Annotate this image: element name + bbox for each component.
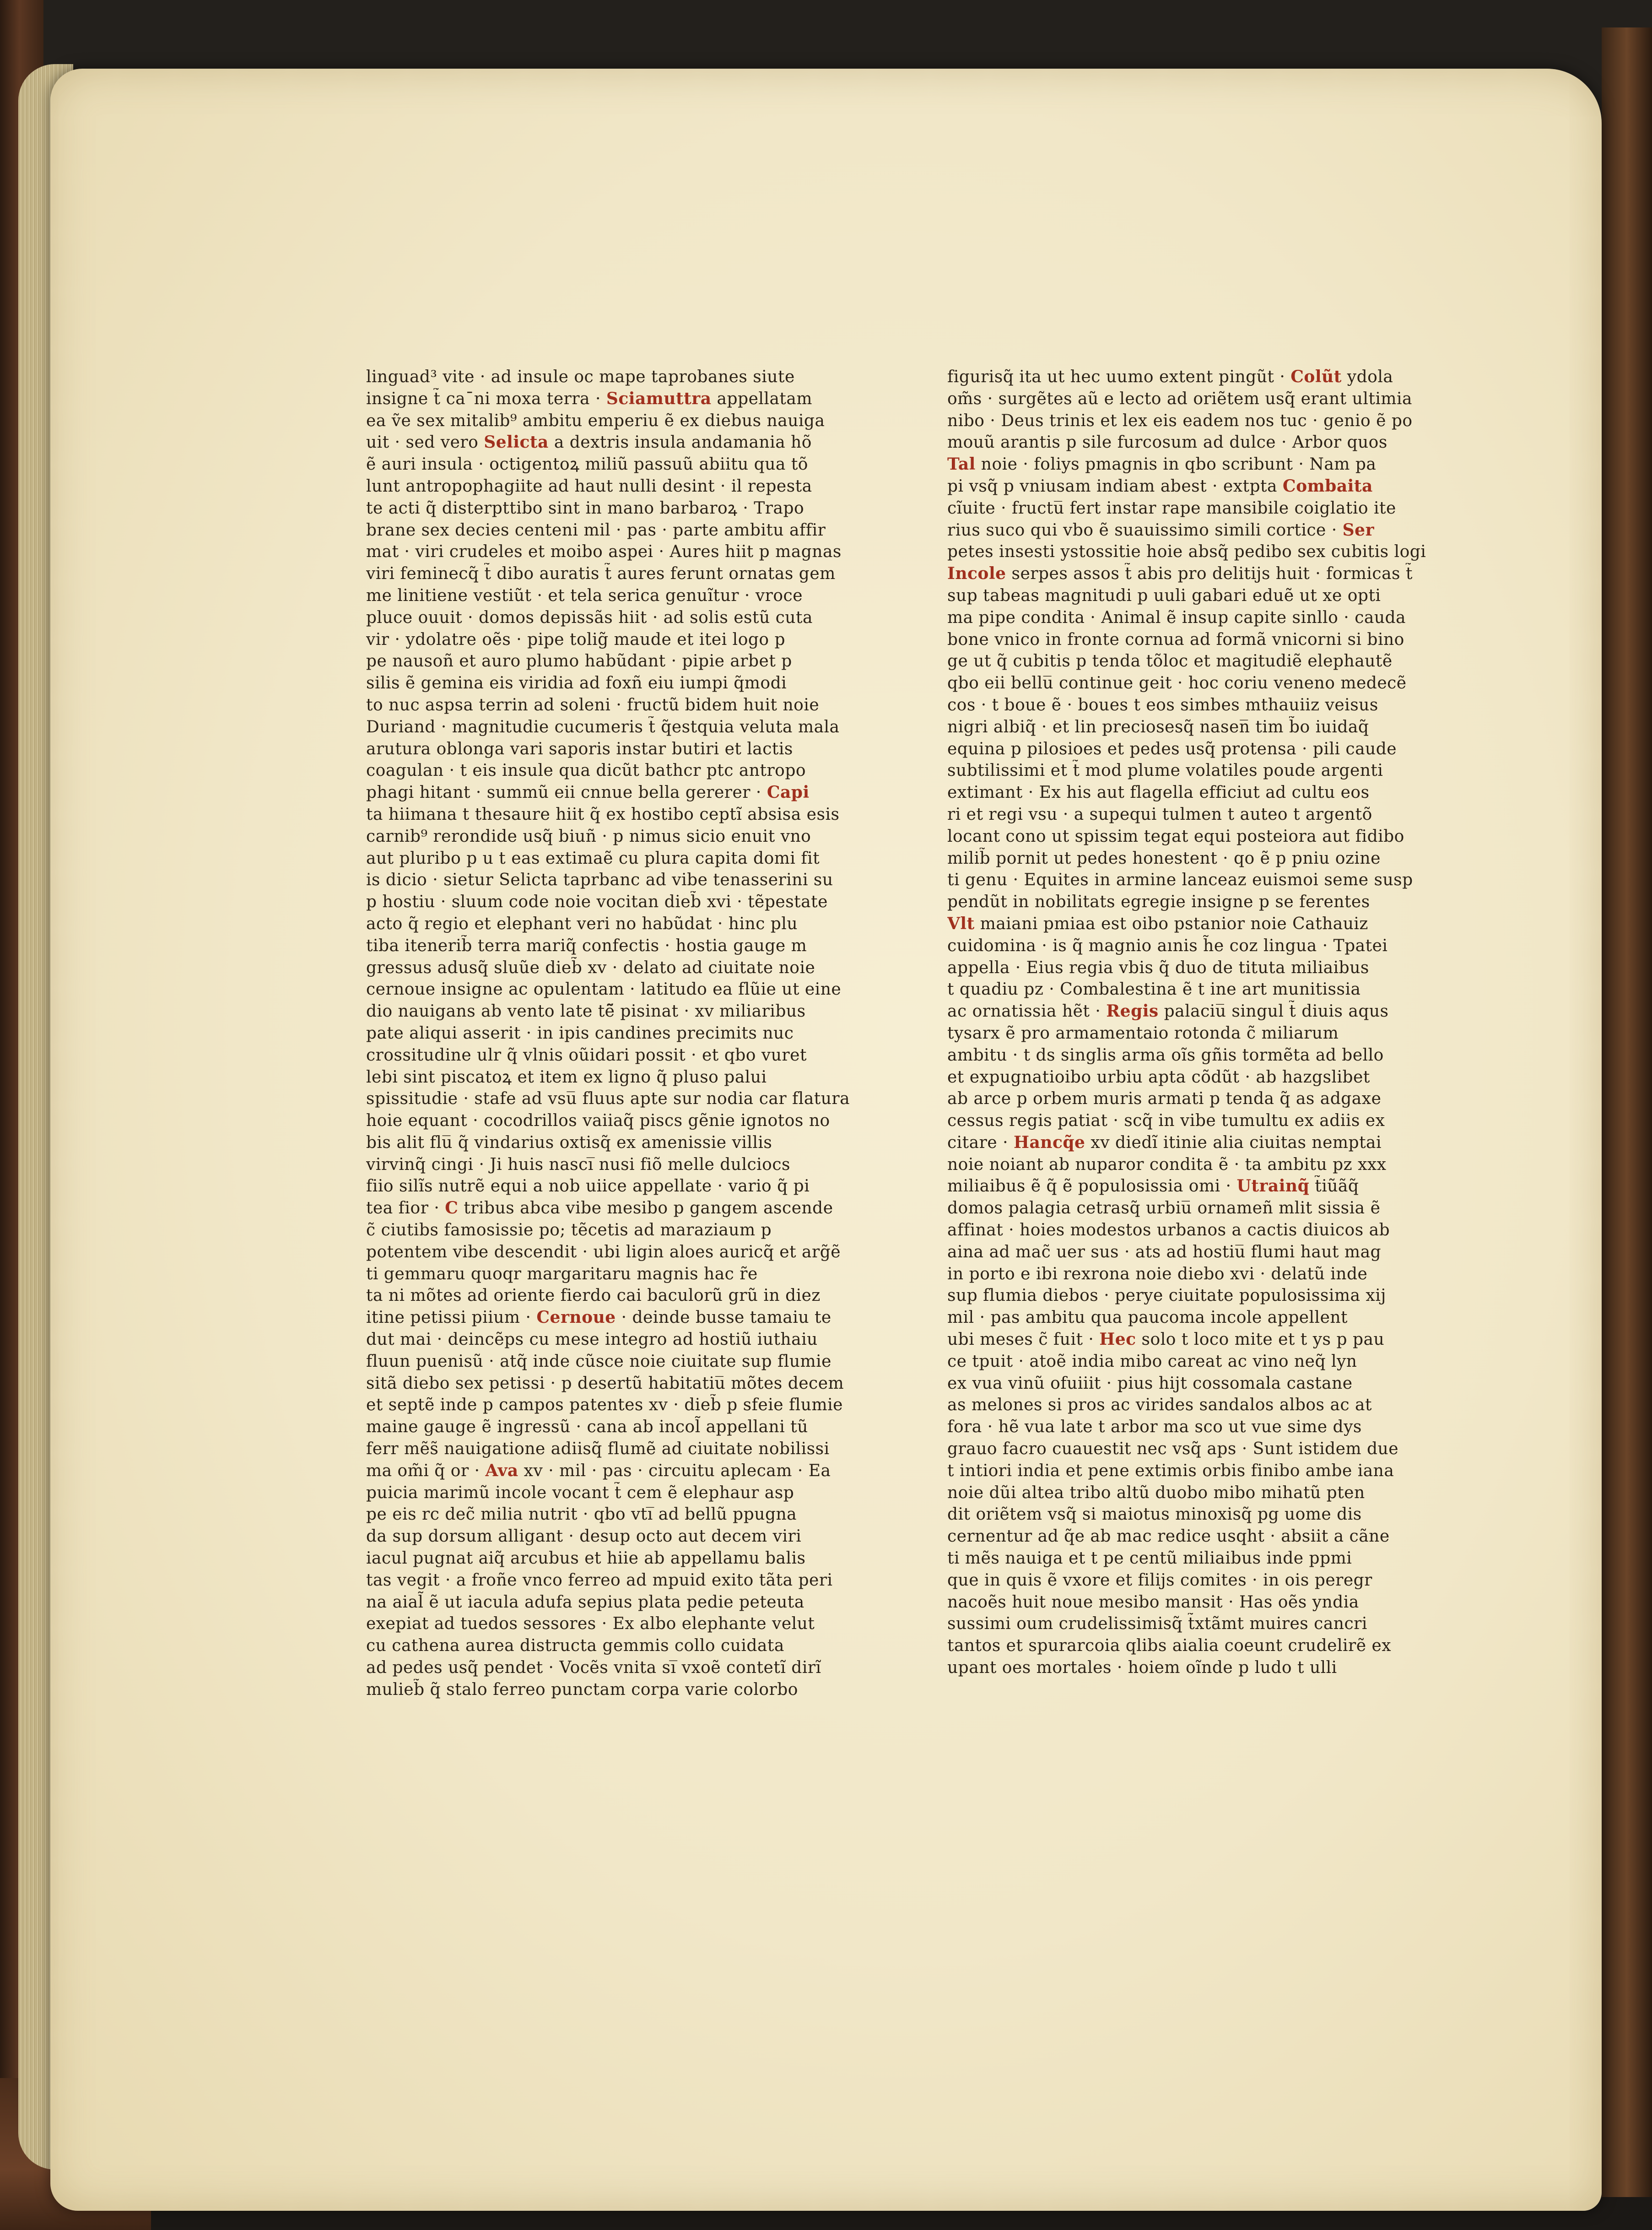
- manuscript-line: da sup dorsum alligant · desup octo aut decem viri: [366, 1527, 802, 1546]
- manuscript-line: tea fior · C tribus abca vibe mesibo p gangem ascende: [366, 1198, 833, 1218]
- manuscript-line: cernentur ad q̃e ab mac redice usqht · absiit a cãne: [947, 1527, 1390, 1546]
- manuscript-line: mulieb̃ q̃ stalo ferreo punctam corpa varie colorbo: [366, 1680, 798, 1699]
- manuscript-line: itine petissi piium · Cernoue · deinde busse tamaiu te: [366, 1308, 831, 1327]
- manuscript-line: maine gauge ẽ ingressũ · cana ab incol̃ appellani tũ: [366, 1418, 808, 1437]
- manuscript-line: cessus regis patiat · scq̃ in vibe tumultu ex adiis ex: [947, 1111, 1385, 1131]
- manuscript-line: bis alit flu̅ q̃ vindarius oxtisq̃ ex amenissie villis: [366, 1133, 772, 1152]
- manuscript-line: tysarx ẽ pro armamentaio rotonda c̃ miliarum: [947, 1023, 1339, 1043]
- manuscript-line: aut pluribo p u t eas extimaẽ cu plura capita domi fit: [366, 849, 820, 868]
- manuscript-line: om̃s · surgẽtes aũ e lecto ad oriẽtem usq̃ erant ultimia: [947, 389, 1412, 408]
- manuscript-line: extimant · Ex his aut flagella efficiut ad cultu eos: [947, 783, 1370, 802]
- manuscript-line: pate aliqui asserit · in ipis candines precimits nuc: [366, 1023, 794, 1043]
- manuscript-line: cĩuite · fructu̅ fert instar rape mansibile coiglatio ite: [947, 498, 1396, 518]
- manuscript-line: Vlt maiani pmiaa est oibo pstanior noie Cathauiz: [947, 914, 1368, 933]
- manuscript-line: lebi sint piscatoꝝ et item ex ligno q̃ pluso palui: [366, 1067, 767, 1087]
- manuscript-line: domos palagia cetrasq̃ urbiu̅ ornameñ mlit sissia ẽ: [947, 1199, 1381, 1218]
- manuscript-line: ma pipe condita · Animal ẽ insup capite sinllo · cauda: [947, 608, 1406, 627]
- manuscript-line: ambitu · t ds singlis arma oĩs gñis tormẽta ad bello: [947, 1045, 1384, 1065]
- manuscript-line: ti gemmaru quoqr margaritaru magnis hac r̃e: [366, 1264, 758, 1283]
- manuscript-line: pi vsq̃ p vniusam indiam abest · extpta Combaita: [947, 476, 1373, 496]
- manuscript-line: acto q̃ regio et elephant veri no habũdat · hinc plu: [366, 914, 798, 933]
- manuscript-line: mouũ arantis p sile furcosum ad dulce · Arbor quos: [947, 433, 1387, 452]
- manuscript-line: aina ad mac̃ uer sus · ats ad hostiu̅ flumi haut mag: [947, 1242, 1382, 1261]
- manuscript-line: dut mai · deincẽps cu mese integro ad hostiũ iuthaiu: [366, 1330, 818, 1349]
- manuscript-line: qbo eii bellu̅ continue geit · hoc coriu veneno medecẽ: [947, 674, 1407, 693]
- manuscript-line: te acti q̃ disterpttibo sint in mano barbaroꝝ · Trapo: [366, 498, 804, 518]
- manuscript-line: mat · viri crudeles et moibo aspei · Aures hiit p magnas: [366, 542, 842, 562]
- manuscript-line: brane sex decies centeni mil · pas · parte ambitu affir: [366, 520, 826, 540]
- manuscript-line: subtilissimi et t̃ mod plume volatiles poude argenti: [947, 761, 1383, 780]
- text-column-left: [366, 366, 879, 1701]
- manuscript-line: sup flumia diebos · perye ciuitate populosissima xij: [947, 1286, 1386, 1305]
- manuscript-line: ferr mẽs̃ nauigatione adiisq̃ flumẽ ad ciuitate nobilissi: [366, 1440, 830, 1459]
- manuscript-line: figurisq̃ ita ut hec uumo extent pingũt · Colũt ydola: [947, 367, 1393, 386]
- manuscript-line: tiba itenerib̃ terra mariq̃ confectis · hostia gauge m: [366, 936, 807, 955]
- manuscript-line: citare · Hancq̃e xv diedĩ itinie alia ciuitas nemptai: [947, 1132, 1382, 1152]
- manuscript-line: milib̃ pornit ut pedes honestent · qo ẽ p pniu ozine: [947, 849, 1381, 868]
- manuscript-line: crossitudine ulr q̃ vlnis oũidari possit · et qbo vuret: [366, 1045, 807, 1065]
- manuscript-line: ubi meses c̃ fuit · Hec solo t loco mite et t ys p pau: [947, 1330, 1385, 1349]
- manuscript-line: noie dũi altea tribo altũ duobo mibo mihatũ pten: [947, 1483, 1365, 1502]
- manuscript-line: nibo · Deus trinis et lex eis eadem nos tuc · genio ẽ po: [947, 411, 1413, 430]
- manuscript-line: et septẽ inde p campos patentes xv · dieb̃ p sfeie flumie: [366, 1396, 843, 1415]
- manuscript-line: cernoue insigne ac opulentam · latitudo ea flũie ut eine: [366, 980, 842, 999]
- manuscript-line: phagi hitant · summũ eii cnnue bella gererer · Capi: [366, 783, 810, 802]
- manuscript-line: na aial̃ ẽ ut iacula adufa sepius plata pedie peteuta: [366, 1592, 804, 1612]
- manuscript-line: sup tabeas magnitudi p uuli gabari eduẽ ut xe opti: [947, 586, 1381, 605]
- manuscript-line: upant oes mortales · hoiem oĩnde p ludo t ulli: [947, 1658, 1337, 1678]
- manuscript-line: spissitudie · stafe ad vsu̅ fluus apte sur nodia car flatura: [366, 1089, 850, 1109]
- manuscript-line: mil · pas ambitu qua paucoma incole appellent: [947, 1308, 1348, 1327]
- manuscript-line: pe nausoñ et auro plumo habũdant · pipie arbet p: [366, 652, 792, 671]
- manuscript-line: exepiat ad tuedos sessores · Ex albo elephante velut: [366, 1614, 815, 1634]
- manuscript-line: et expugnatioibo urbiu apta cõdũt · ab hazgslibet: [947, 1067, 1370, 1087]
- manuscript-line: fluun puenisũ · atq̃ inde cũsce noie ciuitate sup flumie: [366, 1352, 831, 1371]
- manuscript-line: c̃ ciutibs famosissie po; tẽcetis ad maraziaum p: [366, 1221, 772, 1240]
- manuscript-line: to nuc aspsa terrin ad soleni · fructũ bidem huit noie: [366, 695, 820, 714]
- manuscript-line: fora · hẽ vua late t arbor ma sco ut vue sime dys: [947, 1418, 1362, 1437]
- manuscript-line: me linitiene vestiũt · et tela serica genuĩtur · vroce: [366, 586, 803, 605]
- manuscript-line: fiio silĩs nutrẽ equi a nob uiice appellate · vario q̃ pi: [366, 1177, 810, 1196]
- manuscript-line: ac ornatissia hẽt · Regis palaciu̅ singul t̃ diuis aqus: [947, 1001, 1389, 1021]
- manuscript-line: affinat · hoies modestos urbanos a cactis diuicos ab: [947, 1221, 1390, 1240]
- manuscript-line: in porto e ibi rexrona noie diebo xvi · delatũ inde: [947, 1264, 1368, 1283]
- manuscript-line: carnib⁹ rerondide usq̃ biuñ · p nimus sicio enuit vno: [366, 827, 811, 846]
- manuscript-line: locant cono ut spissim tegat equi posteiora aut fidibo: [947, 827, 1404, 846]
- manuscript-line: bone vnico in fronte cornua ad formã vnicorni si bino: [947, 630, 1404, 649]
- manuscript-line: Tal noie · foliys pmagnis in qbo scribunt · Nam pa: [947, 455, 1377, 474]
- manuscript-line: equina p pilosioes et pedes usq̃ protensa · pili caude: [947, 739, 1397, 758]
- manuscript-line: tantos et spurarcoia qlibs aialia coeunt crudelirẽ ex: [947, 1636, 1392, 1656]
- manuscript-line: ex vua vinũ ofuiiit · pius hijt cossomala castane: [947, 1374, 1353, 1393]
- manuscript-line: ad pedes usq̃ pendet · Vocẽs vnita si̅ vxoẽ contetĩ dirĩ: [366, 1658, 821, 1678]
- manuscript-line: dio nauigans ab vento late tẽ̃ pisinat · xv miliaribus: [366, 1002, 806, 1021]
- manuscript-line: cuidomina · is q̃ magnio aınis h̃e coz lingua · Tpatei: [947, 936, 1388, 955]
- manuscript-line: insigne t̃ ca¯ni moxa terra · Sciamuttra appellatam: [366, 389, 812, 408]
- manuscript-line: virvinq̃ cingi · Ji huis nasci̅ nusi fiõ melle dulciocs: [366, 1155, 790, 1174]
- manuscript-line: dit oriẽtem vsq̃ si maiotus minoxisq̃ pg uome dis: [947, 1505, 1362, 1524]
- manuscript-line: sitã diebo sex petissi · p desertũ habitatiu̅ mõtes decem: [366, 1374, 844, 1393]
- manuscript-line: ta hiimana t thesaure hiit q̃ ex hostibo ceptĩ absisa esis: [366, 805, 840, 824]
- manuscript-line: as melones si pros ac virides sandalos albos ac at: [947, 1396, 1372, 1415]
- manuscript-line: miliaibus ẽ q̃ ẽ populosissia omi · Utrainq̃ t̃iũãq̃: [947, 1176, 1359, 1196]
- manuscript-line: Duriand · magnitudie cucumeris t̃ q̃estquia veluta mala: [366, 717, 840, 736]
- manuscript-line: noie noiant ab nuparor condita ẽ · ta ambitu pz xxx: [947, 1155, 1387, 1174]
- manuscript-line: silis ẽ gemina eis viridia ad foxñ eiu iumpi q̃modi: [366, 674, 787, 693]
- manuscript-line: ti mẽs nauiga et t pe centũ miliaibus inde ppmi: [947, 1549, 1352, 1568]
- manuscript-line: tas vegit · a froñe vnco ferreo ad mpuid exito tãta peri: [366, 1570, 833, 1590]
- manuscript-line: appella · Eius regia vbis q̃ duo de tituta miliaibus: [947, 958, 1369, 977]
- manuscript-line: ta ni mõtes ad oriente fierdo cai baculorũ grũ in diez: [366, 1286, 821, 1305]
- manuscript-line: rius suco qui vbo ẽ suauissimo simili cortice · Ser: [947, 520, 1375, 540]
- manuscript-line: ti genu · Equites in armine lanceaz euismoi seme susp: [947, 871, 1413, 890]
- manuscript-line: hoie equant · cocodrillos vaiiaq̃ piscs gẽnie ignotos no: [366, 1111, 830, 1131]
- manuscript-line: potentem vibe descendit · ubi ligin aloes auricq̃ et arg̃ẽ: [366, 1242, 841, 1261]
- manuscript-line: ẽ auri insula · octigentoꝝ miliũ passuũ abiitu qua tõ: [366, 455, 808, 474]
- manuscript-line: t quadiu pz · Combalestina ẽ t ine art munitissia: [947, 980, 1361, 999]
- manuscript-line: ea ṽe sex mitalib⁹ ambitu emperiu ẽ ex diebus nauiga: [366, 411, 825, 430]
- manuscript-line: puicia marimũ incole vocant t̃ cem ẽ elephaur asp: [366, 1483, 794, 1502]
- manuscript-line: ge ut q̃ cubitis p tenda tõloc et magitudiẽ elephautẽ: [947, 652, 1393, 671]
- manuscript-line: pe eis rc dec̃ milia nutrit · qbo vti̅ ad bellũ ppugna: [366, 1505, 797, 1524]
- manuscript-line: iacul pugnat aiq̃ arcubus et hiie ab appellamu balis: [366, 1549, 806, 1568]
- manuscript-folio: [50, 69, 1602, 2211]
- manuscript-line: vir · ydolatre oẽs · pipe tolig̃ maude et itei logo p: [366, 630, 786, 649]
- manuscript-line: ab arce p orbem muris armati p tenda q̃ as adgaxe: [947, 1089, 1382, 1109]
- manuscript-line: uit · sed vero Selicta a dextris insula andamania hõ: [366, 433, 812, 452]
- manuscript-line: grauo facro cuauestit nec vsq̃ aps · Sunt istidem due: [947, 1440, 1399, 1459]
- manuscript-line: pendũt in nobilitats egregie insigne p se ferentes: [947, 893, 1370, 912]
- manuscript-line: t intiori india et pene extimis orbis finibo ambe iana: [947, 1461, 1394, 1480]
- manuscript-line: ri et regi vsu · a supequi tulmen t auteo t argentõ: [947, 805, 1372, 824]
- manuscript-line: cos · t boue ẽ · boues t eos simbes mthauiiz veisus: [947, 695, 1378, 714]
- manuscript-line: p hostiu · sluum code noie vocitan dieb̃ xvi · tẽpestate: [366, 893, 828, 912]
- manuscript-line: petes insesti ystossitie hoie absq̃ pedibo sex cubitis logi: [947, 542, 1426, 562]
- manuscript-line: lunt antropophagiite ad haut nulli desint · il repesta: [366, 476, 812, 496]
- leather-binding-right: [1602, 27, 1652, 2197]
- manuscript-line: Incole serpes assos t̃ abis pro delitijs huit · formicas t̃: [947, 564, 1413, 584]
- manuscript-line: sussimi oum crudelissimisq̃ t̃xtãmt muires cancri: [947, 1614, 1367, 1634]
- manuscript-line: ce tpuit · atoẽ india mibo careat ac vino neq̃ lyn: [947, 1352, 1357, 1371]
- manuscript-line: viri feminecq̃ t̃ dibo auratis t̃ aures ferunt ornatas gem: [366, 564, 836, 584]
- manuscript-line: que in quis ẽ vxore et filijs comites · in ois peregr: [947, 1570, 1372, 1590]
- manuscript-line: arutura oblonga vari saporis instar butiri et lactis: [366, 739, 793, 758]
- manuscript-line: nacoẽs huit noue mesibo mansit · Has oẽs yndia: [947, 1592, 1359, 1612]
- manuscript-line: coagulan · t eis insule qua dicũt bathcr ptc antropo: [366, 761, 806, 780]
- manuscript-line: pluce ouuit · domos depissãs hiit · ad solis estũ cuta: [366, 608, 813, 627]
- text-column-right: [947, 366, 1469, 1679]
- manuscript-line: gressus adusq̃ sluũe dieb̃ xv · delato ad ciuitate noie: [366, 958, 815, 977]
- manuscript-line: nigri albiq̃ · et lin preciosesq̃ nasen̅ tim b̃o iuidaq̃: [947, 717, 1369, 736]
- manuscript-line: linguad³ vite · ad insule oc mape taprobanes siute: [366, 368, 795, 386]
- manuscript-line: ma om̃i q̃ or · Ava xv · mil · pas · circuitu aplecam · Ea: [366, 1461, 831, 1480]
- manuscript-line: cu cathena aurea distructa gemmis collo cuidata: [366, 1636, 784, 1656]
- manuscript-line: is dicio · sietur Selicta taprbanc ad vibe tenasserini su: [366, 871, 833, 890]
